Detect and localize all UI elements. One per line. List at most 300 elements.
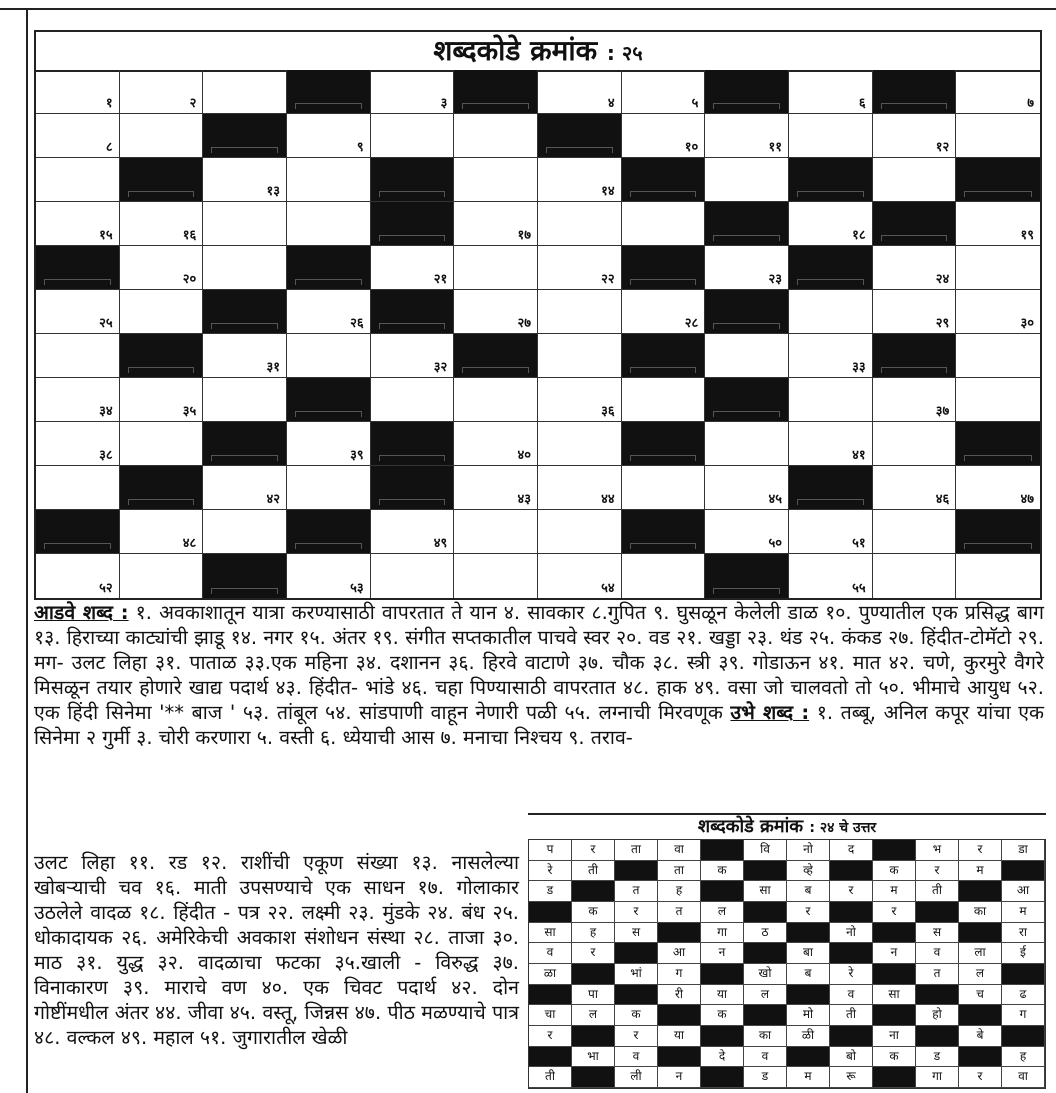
clue-number: १० — [684, 140, 699, 155]
grid-cell[interactable] — [705, 158, 789, 202]
grid-cell[interactable] — [873, 246, 957, 290]
answer-black-cell — [529, 902, 572, 923]
answer-black-cell — [830, 1026, 873, 1047]
answer-cell: आ — [1002, 881, 1045, 902]
clue-number: ९ — [356, 140, 364, 155]
clue-number: ४८ — [182, 536, 197, 551]
answer-black-cell — [744, 1005, 787, 1026]
clue-number: ३० — [1020, 316, 1034, 331]
answer-cell: र — [787, 902, 830, 923]
answer-cell: ळा — [529, 964, 572, 985]
grid-cell[interactable] — [287, 334, 371, 378]
grid-cell[interactable] — [873, 422, 957, 466]
black-cell — [287, 246, 371, 290]
answer-cell: सा — [873, 985, 916, 1006]
answer-cell: क — [873, 1047, 916, 1068]
grid-cell[interactable] — [622, 466, 706, 510]
clue-number: १७ — [517, 228, 531, 243]
answer-black-cell — [658, 1005, 701, 1026]
grid-cell[interactable] — [120, 378, 204, 422]
clue-number: ७ — [1027, 96, 1034, 111]
answer-black-cell — [1002, 1026, 1045, 1047]
answer-black-cell — [615, 985, 658, 1006]
grid-cell[interactable] — [956, 334, 1040, 378]
answer-black-cell — [701, 964, 744, 985]
clue-number: ३५ — [182, 404, 197, 419]
clue-number: ३८ — [99, 448, 113, 463]
top-rule — [0, 8, 1056, 10]
answer-cell: व — [615, 1047, 658, 1068]
grid-cell[interactable] — [538, 70, 622, 114]
grid-cell[interactable] — [705, 510, 789, 554]
black-cell — [371, 202, 455, 246]
clue-number: १५ — [99, 228, 113, 243]
grid-cell[interactable] — [287, 554, 371, 598]
grid-cell[interactable] — [538, 378, 622, 422]
answer-cell: वा — [658, 840, 701, 861]
answer-cell: क — [873, 861, 916, 882]
black-cell — [120, 158, 204, 202]
grid-cell[interactable] — [371, 378, 455, 422]
grid-cell[interactable] — [454, 202, 538, 246]
clue-number: २५ — [99, 316, 113, 331]
grid-cell[interactable] — [956, 70, 1040, 114]
answer-black-cell — [744, 943, 787, 964]
grid-cell[interactable] — [873, 114, 957, 158]
grid-cell[interactable] — [120, 510, 204, 554]
grid-cell[interactable] — [203, 202, 287, 246]
grid-cell[interactable] — [120, 70, 204, 114]
answer-cell: ती — [572, 861, 615, 882]
black-cell — [622, 158, 706, 202]
clue-number: ३९ — [350, 448, 364, 463]
black-cell — [705, 70, 789, 114]
answer-cell: र — [529, 1026, 572, 1047]
answer-cell: र — [572, 943, 615, 964]
answer-cell: भ — [916, 840, 959, 861]
answer-cell: र — [959, 840, 1002, 861]
grid-cell[interactable] — [789, 202, 873, 246]
grid-cell[interactable] — [622, 290, 706, 334]
black-cell — [622, 334, 706, 378]
grid-cell[interactable] — [956, 466, 1040, 510]
grid-cell[interactable] — [287, 466, 371, 510]
answer-cell: ब — [787, 881, 830, 902]
black-cell — [705, 202, 789, 246]
clue-number: २० — [182, 272, 197, 287]
grid-cell[interactable] — [203, 378, 287, 422]
answer-black-cell — [830, 861, 873, 882]
answer-cell: व्हे — [787, 861, 830, 882]
answer-cell: री — [658, 985, 701, 1006]
clue-number: २४ — [935, 272, 950, 287]
answer-black-cell — [873, 840, 916, 861]
grid-cell[interactable] — [120, 202, 204, 246]
answer-cell: ग — [658, 964, 701, 985]
grid-cell[interactable] — [371, 246, 455, 290]
answer-black-cell — [572, 1067, 615, 1088]
grid-cell[interactable] — [36, 202, 120, 246]
answer-cell: द — [830, 840, 873, 861]
grid-cell[interactable] — [36, 290, 120, 334]
grid-cell[interactable] — [622, 378, 706, 422]
grid-cell[interactable] — [622, 70, 706, 114]
crossword-puzzle — [34, 30, 1042, 600]
clue-number: ३७ — [935, 404, 950, 419]
answer-cell: ल — [744, 985, 787, 1006]
grid-cell[interactable] — [371, 510, 455, 554]
grid-cell[interactable] — [36, 334, 120, 378]
grid-cell[interactable] — [538, 290, 622, 334]
black-cell — [873, 202, 957, 246]
grid-cell[interactable] — [956, 246, 1040, 290]
clue-number: १८ — [852, 228, 866, 243]
clue-number: ३६ — [601, 404, 615, 419]
grid-cell[interactable] — [371, 114, 455, 158]
answer-cell: म — [1002, 902, 1045, 923]
grid-cell[interactable] — [956, 554, 1040, 598]
answer-cell: गा — [916, 1067, 959, 1088]
clue-number: ४३ — [517, 492, 531, 507]
answer-cell: ता — [658, 861, 701, 882]
black-cell — [454, 70, 538, 114]
answer-black-cell — [916, 902, 959, 923]
black-cell — [36, 510, 120, 554]
grid-cell[interactable] — [36, 70, 120, 114]
grid-cell[interactable] — [36, 466, 120, 510]
clue-number: ४१ — [852, 448, 866, 463]
black-cell — [873, 70, 957, 114]
answer-cell: रे — [830, 964, 873, 985]
answer-cell: ल — [572, 1005, 615, 1026]
answer-black-cell — [787, 985, 830, 1006]
black-cell — [789, 246, 873, 290]
answer-cell: ड — [744, 1067, 787, 1088]
answer-black-cell — [787, 923, 830, 944]
grid-cell[interactable] — [454, 422, 538, 466]
grid-cell[interactable] — [454, 554, 538, 598]
clue-number: ३१ — [266, 360, 280, 375]
answer-cell: आ — [658, 943, 701, 964]
grid-cell[interactable] — [789, 378, 873, 422]
grid-cell[interactable] — [705, 334, 789, 378]
answer-cell: त — [916, 964, 959, 985]
clue-number: २९ — [935, 316, 950, 331]
grid-cell[interactable] — [371, 554, 455, 598]
grid-cell[interactable] — [120, 290, 204, 334]
clue-number: १९ — [1020, 228, 1034, 243]
grid-cell[interactable] — [287, 422, 371, 466]
answer-cell: सा — [529, 923, 572, 944]
grid-cell[interactable] — [454, 466, 538, 510]
answer-cell: वा — [1002, 1067, 1045, 1088]
answer-title — [528, 813, 1046, 839]
answer-black-cell — [959, 923, 1002, 944]
left-rule — [26, 8, 28, 1093]
answer-black-cell — [615, 943, 658, 964]
grid-cell[interactable] — [454, 510, 538, 554]
grid-cell[interactable] — [120, 554, 204, 598]
black-cell — [622, 510, 706, 554]
grid-cell[interactable] — [454, 290, 538, 334]
answer-number: : २४ चे उत्तर — [809, 820, 877, 836]
answer-cell: पा — [572, 985, 615, 1006]
answer-cell: च — [959, 985, 1002, 1006]
grid-cell[interactable] — [454, 114, 538, 158]
black-cell — [454, 334, 538, 378]
grid-cell[interactable] — [622, 202, 706, 246]
answer-cell: व — [830, 985, 873, 1006]
answer-cell: ळी — [787, 1026, 830, 1047]
black-cell — [705, 290, 789, 334]
grid-cell[interactable] — [705, 246, 789, 290]
answer-cell: ई — [1002, 943, 1045, 964]
clue-number: ५५ — [852, 581, 866, 596]
answer-cell: या — [701, 985, 744, 1006]
answer-black-cell — [830, 943, 873, 964]
answer-cell: र — [959, 1067, 1002, 1088]
answer-black-cell — [916, 985, 959, 1006]
grid-cell[interactable] — [789, 290, 873, 334]
grid-cell[interactable] — [36, 378, 120, 422]
answer-cell: म — [873, 881, 916, 902]
grid-cell[interactable] — [538, 334, 622, 378]
grid-cell[interactable] — [789, 510, 873, 554]
clue-number: ४९ — [433, 536, 448, 551]
answer-cell: रा — [1002, 923, 1045, 944]
clue-number: ५ — [691, 96, 699, 111]
answer-cell: नो — [787, 840, 830, 861]
answer-black-cell — [658, 1047, 701, 1068]
grid-cell[interactable] — [705, 422, 789, 466]
answer-cell: त — [615, 881, 658, 902]
answer-cell: त — [658, 902, 701, 923]
black-cell — [873, 334, 957, 378]
black-cell — [789, 158, 873, 202]
grid-cell[interactable] — [789, 422, 873, 466]
answer-cell: ह — [658, 881, 701, 902]
answer-cell: र — [615, 902, 658, 923]
answer-cell: र — [572, 840, 615, 861]
across-clues: १. अवकाशातून यात्रा करण्यासाठी वापरतात ते यान ४. सावकार ८.गुपित ९. घुसळून केलेली डाळ १०. पुण्यातील एक प्रसिद्ध बाग १३. हिराच्या काट्यांची झाडू १४. नगर १५. अंतर १९. संगीत सप्तकातील पाचवे स्वर २०. वड २१. खड्डा २३. थंड २५. कंकड २७. हिंदीत-टोमॅटो २९. मग- उलट लिहा ३१. पाताळ ३३.एक महिना ३४. दशानन ३६. हिरवे वाटाणे ३७. चौक ३८. स्त्री ३९. गोडाऊन ४१. मात ४२. चणे, कुरमुरे वैगरे मिसळून तयार होणारे खाद्य पदार्थ ४३. हिंदीत- भांडे ४६. चहा पिण्यासाठी वापरतात ४८. हाक ४९. वसा जो चालवतो तो ५०. भीमाचे आयुध ५२. एक हिंदी सिनेमा '** बाज ' ५३. तांबूल ५४. सांडपाणी वाहून नेणारी पळी ५५. लग्नाची मिरवणूक — [34, 601, 1044, 724]
grid-cell[interactable] — [538, 510, 622, 554]
clue-number: ४२ — [266, 492, 280, 507]
grid-cell[interactable] — [789, 70, 873, 114]
answer-cell: ती — [916, 881, 959, 902]
answer-cell: ला — [959, 943, 1002, 964]
answer-cell: म — [959, 861, 1002, 882]
answer-black-cell — [701, 1067, 744, 1088]
grid-cell[interactable] — [287, 158, 371, 202]
grid-cell[interactable] — [371, 70, 455, 114]
answer-black-cell — [1002, 964, 1045, 985]
answer-black-cell — [572, 1026, 615, 1047]
grid-cell[interactable] — [538, 158, 622, 202]
grid-cell[interactable] — [873, 290, 957, 334]
grid-cell[interactable] — [538, 466, 622, 510]
black-cell — [287, 378, 371, 422]
answer-cell: का — [744, 1026, 787, 1047]
grid-cell[interactable] — [287, 202, 371, 246]
answer-black-cell — [916, 1026, 959, 1047]
puzzle-title — [36, 32, 1040, 72]
answer-black-cell — [873, 923, 916, 944]
answer-black-cell — [658, 923, 701, 944]
down-clues-continued: उलट लिहा ११. रड १२. राशींची एकूण संख्या १३. नासलेल्या खोबऱ्याची चव १६. माती उपसण्याचे एक साधन १७. गोलाकार उठलेले वादळ १८. हिंदीत - पत्र २२. लक्ष्मी २३. मुंडके २४. बंध २५. धोकादायक २६. अमेरिकेची अवकाश संशोधन संस्था २८. ताजा ३०. माठ ३१. युद्ध ३२. वादळाचा फटका ३५.खाली - विरुद्ध ३७. विनाकारण ३९. माराचे वण ४०. एक चिवट पदार्थ ४२. दोन गोष्टींमधील अंतर ४४. जीवा ४५. वस्तू, जिन्नस ४७. पीठ मळण्याचे पात्र ४८. वल्कल ४९. महाल ५१. जुगारातील खेळी — [34, 851, 519, 1049]
answer-cell: क — [615, 1005, 658, 1026]
black-cell — [371, 290, 455, 334]
grid-cell[interactable] — [203, 334, 287, 378]
across-heading: आडवे शब्द : — [34, 601, 129, 624]
grid-cell[interactable] — [622, 114, 706, 158]
answer-black-cell — [1002, 861, 1045, 882]
grid-cell[interactable] — [203, 158, 287, 202]
black-cell — [956, 510, 1040, 554]
answer-cell: ल — [701, 902, 744, 923]
clue-number: २६ — [350, 316, 364, 331]
answer-cell: मो — [787, 1005, 830, 1026]
answer-cell: र — [916, 861, 959, 882]
answer-cell: भां — [615, 964, 658, 985]
grid-cell[interactable] — [36, 114, 120, 158]
grid-cell[interactable] — [36, 158, 120, 202]
grid-cell[interactable] — [120, 246, 204, 290]
grid-cell[interactable] — [454, 246, 538, 290]
black-cell — [203, 422, 287, 466]
grid-cell[interactable] — [36, 554, 120, 598]
grid-cell[interactable] — [203, 70, 287, 114]
grid-cell[interactable] — [873, 378, 957, 422]
answer-cell: बा — [787, 943, 830, 964]
black-cell — [371, 158, 455, 202]
clue-number: ८ — [105, 140, 113, 155]
black-cell — [622, 246, 706, 290]
answer-cell: बे — [959, 1026, 1002, 1047]
grid-cell[interactable] — [622, 554, 706, 598]
answer-cell: ग — [1002, 1005, 1045, 1026]
grid-cell[interactable] — [705, 114, 789, 158]
clue-number: ५३ — [350, 581, 364, 596]
answer-black-cell — [701, 1026, 744, 1047]
grid-cell[interactable] — [538, 554, 622, 598]
grid-cell[interactable] — [956, 202, 1040, 246]
answer-cell: क — [701, 861, 744, 882]
grid-cell[interactable] — [371, 334, 455, 378]
answer-cell: गा — [701, 923, 744, 944]
answer-black-cell — [873, 1005, 916, 1026]
answer-cell: ह — [572, 923, 615, 944]
answer-cell: का — [959, 902, 1002, 923]
clue-number: २८ — [684, 316, 699, 331]
answer-cell: या — [658, 1026, 701, 1047]
clue-number: १३ — [266, 184, 280, 199]
clue-number: ६ — [858, 96, 866, 111]
answer-cell: क — [701, 1005, 744, 1026]
grid-cell[interactable] — [36, 422, 120, 466]
answer-cell: म — [787, 1067, 830, 1088]
answer-cell: नो — [830, 923, 873, 944]
answer-black-cell — [873, 1067, 916, 1088]
answer-black-cell — [529, 1047, 572, 1068]
grid-cell[interactable] — [120, 422, 204, 466]
answer-cell: ल — [959, 964, 1002, 985]
black-cell — [120, 334, 204, 378]
answer-cell: र — [615, 1026, 658, 1047]
answer-cell: व — [529, 943, 572, 964]
grid-cell[interactable] — [956, 290, 1040, 334]
answer-cell: ता — [615, 840, 658, 861]
grid-cell[interactable] — [873, 466, 957, 510]
grid-cell[interactable] — [956, 114, 1040, 158]
answer-cell: ठ — [744, 923, 787, 944]
clue-number: २ — [189, 96, 197, 111]
answer-cell: ढ — [1002, 985, 1045, 1006]
grid-cell[interactable] — [287, 114, 371, 158]
grid-cell[interactable] — [873, 510, 957, 554]
grid-cell[interactable] — [120, 114, 204, 158]
puzzle-title-text: शब्दकोडे क्रमांक — [433, 34, 598, 67]
down-clues-part1: १. तब्बू, अनिल कपूर यांचा एक सिनेमा २ गुर्मी ३. चोरी करणारा ५. वस्ती ६. ध्येयाची आस ७. मनाचा निश्चय ९. तराव- — [34, 701, 1044, 749]
answer-black-cell — [873, 964, 916, 985]
puzzle-number: : २५ — [606, 41, 643, 65]
grid-cell[interactable] — [203, 466, 287, 510]
grid-cell[interactable] — [203, 510, 287, 554]
clue-number: २२ — [601, 272, 615, 287]
clue-number: २७ — [517, 316, 531, 331]
grid-cell[interactable] — [538, 246, 622, 290]
grid-cell[interactable] — [203, 246, 287, 290]
answer-grid — [528, 839, 1046, 1089]
black-cell — [956, 158, 1040, 202]
clue-number: २१ — [433, 272, 448, 287]
grid-cell[interactable] — [454, 158, 538, 202]
answer-cell: चा — [529, 1005, 572, 1026]
answer-black-cell — [959, 1047, 1002, 1068]
answer-black-cell — [744, 861, 787, 882]
black-cell — [622, 422, 706, 466]
clue-number: ५१ — [852, 536, 866, 551]
answer-cell: स — [615, 923, 658, 944]
black-cell — [705, 378, 789, 422]
grid-cell[interactable] — [873, 158, 957, 202]
answer-cell: वि — [744, 840, 787, 861]
grid-cell[interactable] — [454, 378, 538, 422]
grid-cell[interactable] — [705, 466, 789, 510]
answer-black-cell — [615, 861, 658, 882]
grid-cell[interactable] — [538, 422, 622, 466]
answer-cell: डा — [1002, 840, 1045, 861]
clues-block — [34, 600, 1044, 750]
clue-number: ३४ — [99, 404, 113, 419]
grid-cell[interactable] — [287, 290, 371, 334]
grid-cell[interactable] — [873, 554, 957, 598]
grid-cell[interactable] — [789, 114, 873, 158]
answer-cell: र — [873, 902, 916, 923]
previous-answer — [528, 813, 1046, 1091]
grid-cell[interactable] — [789, 554, 873, 598]
clue-number: १६ — [182, 228, 197, 243]
answer-title-text: शब्दकोडे क्रमांक — [697, 816, 804, 837]
answer-cell: ड — [916, 1047, 959, 1068]
black-cell — [538, 114, 622, 158]
grid-cell[interactable] — [956, 378, 1040, 422]
clue-number: ४ — [607, 96, 615, 111]
clue-number: ५२ — [99, 581, 113, 596]
grid-cell[interactable] — [538, 202, 622, 246]
answer-cell: हो — [916, 1005, 959, 1026]
answer-cell: खो — [744, 964, 787, 985]
grid-cell[interactable] — [789, 334, 873, 378]
